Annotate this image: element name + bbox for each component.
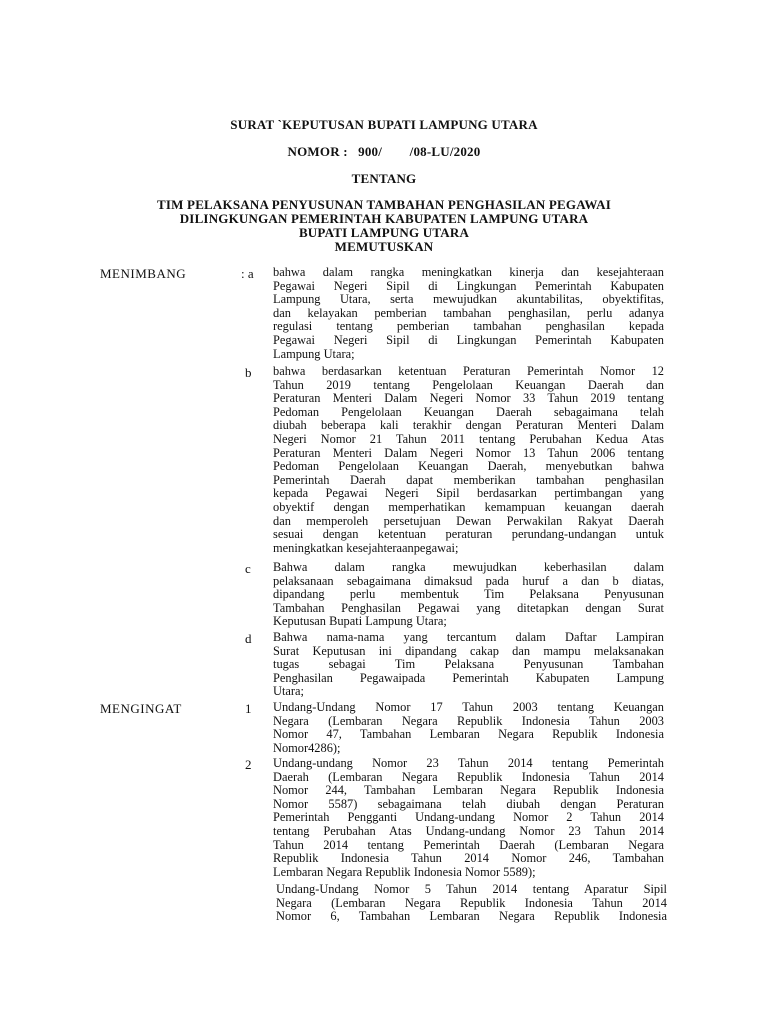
text-line: Lembaran Negara Republik Indonesia Nomor 5589); (273, 864, 536, 879)
text-line: Nomor4286); (273, 740, 341, 755)
text-line: Pegawai Negeri Sipil di Lingkungan Pemerintah Kabupaten (273, 332, 664, 347)
text-line: Republik Indonesia Tahun 2014 Nomor 246, Tambahan (273, 851, 664, 866)
menimbang-item-a (273, 266, 664, 361)
text-line: meningkatkan kesejahteraanpegawai; (273, 540, 459, 555)
menimbang-item-b (273, 365, 664, 555)
text-line: Bahwa dalam rangka mewujudkan keberhasilan dalam (273, 560, 664, 574)
mengingat-label: MENGINGAT (100, 701, 182, 716)
menimbang-marker-a: : a (241, 266, 254, 281)
mengingat-item-2 (273, 757, 664, 879)
text-line: Nomor 244, Tambahan Lembaran Negara Republik Indonesia (273, 783, 664, 798)
text-line: dan kelayakan pemberian tambahan penghasilan, perlu adanya (273, 305, 664, 320)
menimbang-label: MENIMBANG (100, 266, 187, 281)
text-line: regulasi tentang pemberian tambahan penghasilan kepada (273, 319, 664, 334)
text-line: pelaksanaan sebagaimana dimaksud pada huruf a dan b diatas, (273, 573, 664, 588)
text-line: bahwa dalam rangka meningkatkan kinerja dan kesejahteraan (273, 265, 664, 279)
text-line: Negara (Lembaran Negara Republik Indonesia Tahun 2014 (276, 895, 667, 910)
tentang-heading: TENTANG (351, 171, 417, 186)
text-line: obyektif dengan memperhatikan kemampuan keuangan daerah (273, 499, 664, 514)
text-line: tugas sebagai Tim Pelaksana Penyusunan Tambahan (273, 657, 664, 672)
mengingat-marker-1: 1 (245, 701, 252, 716)
text-line: Pemerintah Pengganti Undang-undang Nomor 2 Tahun 2014 (273, 810, 664, 825)
text-line: Peraturan Menteri Dalam Negeri Nomor 13 Tahun 2006 tentang (273, 445, 664, 460)
text-line: kepada Pegawai Negeri Sipil berdasarkan pertimbangan yang (273, 486, 664, 501)
subject-line-2: DILINGKUNGAN PEMERINTAH KABUPATEN LAMPUNG UTARA (179, 211, 589, 226)
text-line: bahwa berdasarkan ketentuan Peraturan Pemerintah Nomor 12 (273, 364, 664, 378)
text-line: Keputusan Bupati Lampung Utara; (273, 614, 447, 629)
menimbang-item-d (273, 631, 664, 699)
mengingat-item-3 (276, 883, 667, 924)
text-line: Pemerintah Daerah dapat memberikan tambahan penghasilan (273, 472, 664, 487)
text-line: Undang-Undang Nomor 17 Tahun 2003 tentang Keuangan (273, 700, 664, 714)
text-line: Negara (Lembaran Negara Republik Indonesia Tahun 2003 (273, 713, 664, 728)
text-line: Nomor 47, Tambahan Lembaran Negara Republik Indonesia (273, 727, 664, 742)
text-line: dipandang perlu membentuk Tim Pelaksana Penyusunan (273, 587, 664, 602)
text-line: Undang-Undang Nomor 5 Tahun 2014 tentang Aparatur Sipil (276, 882, 667, 896)
mengingat-item-1 (273, 701, 664, 755)
text-line: tentang Perubahan Atas Undang-undang Nomor 23 Tahun 2014 (273, 823, 664, 838)
menimbang-marker-d: d (245, 631, 252, 646)
menimbang-item-c (273, 561, 664, 629)
text-line: sesuai dengan ketentuan peraturan perundang-undangan untuk (273, 527, 664, 542)
text-line: Pedoman Pengelolaan Keuangan Daerah sebagaimana telah (273, 404, 664, 419)
text-line: Lampung Utara, serta mewujudkan akuntabilitas, obyektifitas, (273, 292, 664, 307)
document-title: SURAT `KEPUTUSAN BUPATI LAMPUNG UTARA (230, 117, 538, 132)
text-line: Pegawai Negeri Sipil di Lingkungan Pemerintah Kabupaten (273, 278, 664, 293)
subject-line-3: BUPATI LAMPUNG UTARA (298, 225, 470, 240)
menimbang-marker-b: b (245, 365, 252, 380)
text-line: dan memperoleh persetujuan Dewan Perwakilan Rakyat Daerah (273, 513, 664, 528)
text-line: Tahun 2014 tentang Pemerintah Daerah (Lembaran Negara (273, 837, 664, 852)
text-line: Pedoman Pengelolaan Keuangan Daerah, menyebutkan bahwa (273, 459, 664, 474)
mengingat-marker-2: 2 (245, 757, 252, 772)
text-line: Tahun 2019 tentang Pengelolaan Keuangan Daerah dan (273, 377, 664, 392)
text-line: Tambahan Penghasilan Pegawai yang ditetapkan dengan Surat (273, 600, 664, 615)
text-line: diubah beberapa kali terakhir dengan Peraturan Menteri Dalam (273, 418, 664, 433)
text-line: Daerah (Lembaran Negara Republik Indonesia Tahun 2014 (273, 769, 664, 784)
text-line: Surat Keputusan ini dipandang cakap dan mampu melaksanakan (273, 643, 664, 658)
text-line: Penghasilan Pegawaipada Pemerintah Kabupaten Lampung (273, 670, 664, 685)
text-line: Peraturan Menteri Dalam Negeri Nomor 33 Tahun 2019 tentang (273, 391, 664, 406)
menimbang-marker-c: c (245, 561, 251, 576)
memutuskan-heading: MEMUTUSKAN (334, 239, 434, 254)
text-line: Nomor 5587) sebagaimana telah diubah dengan Peraturan (273, 796, 664, 811)
text-line: Lampung Utara; (273, 346, 355, 361)
document-number: NOMOR : 900/ /08-LU/2020 (287, 144, 481, 159)
text-line: Nomor 6, Tambahan Lembaran Negara Republik Indonesia (276, 909, 667, 924)
text-line: Utara; (273, 684, 304, 699)
text-line: Negeri Nomor 21 Tahun 2011 tentang Perubahan Kedua Atas (273, 431, 664, 446)
text-line: Bahwa nama-nama yang tercantum dalam Daftar Lampiran (273, 630, 664, 644)
subject-line-1: TIM PELAKSANA PENYUSUNAN TAMBAHAN PENGHASILAN PEGAWAI (157, 197, 611, 212)
text-line: Undang-undang Nomor 23 Tahun 2014 tentang Pemerintah (273, 756, 664, 770)
